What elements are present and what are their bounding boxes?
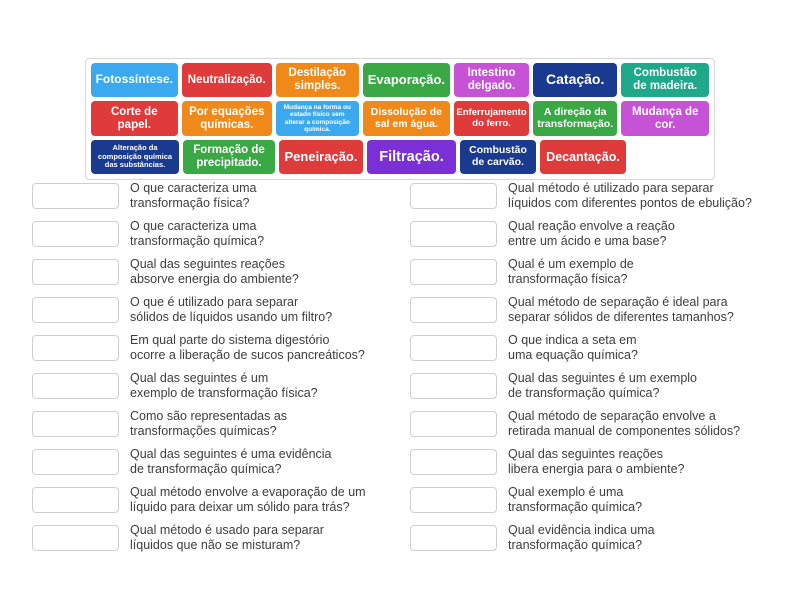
question-text: Como são representadas as transformações químicas?	[130, 409, 288, 438]
question-row	[410, 330, 792, 366]
question-text: O que indica a seta em uma equação química?	[508, 333, 638, 362]
answer-dropzone[interactable]	[32, 449, 119, 475]
answer-tile[interactable]: Dissolução de sal em água.	[363, 101, 451, 136]
answer-tile[interactable]: Alteração da composição química das substâncias.	[91, 140, 179, 174]
answer-tile[interactable]: Decantação.	[540, 140, 626, 174]
answer-tile[interactable]: Enferrujamento do ferro.	[454, 101, 529, 136]
question-text: Qual das seguintes é um exemplo de transformação química?	[508, 371, 697, 400]
answer-dropzone[interactable]	[32, 487, 119, 513]
question-row	[32, 444, 392, 480]
question-text: Qual reação envolve a reação entre um ácido e uma base?	[508, 219, 675, 248]
answer-tile[interactable]: Mudança na forma ou estado físico sem alterar a composição química.	[276, 101, 359, 136]
answer-dropzone[interactable]	[410, 411, 497, 437]
answer-tile-bank	[85, 58, 715, 180]
question-row	[410, 368, 792, 404]
question-row	[32, 178, 392, 214]
answer-tile[interactable]: Peneiração.	[279, 140, 363, 174]
answer-tile[interactable]: Combustão de carvão.	[460, 140, 536, 174]
answer-dropzone[interactable]	[32, 297, 119, 323]
question-text: Qual das seguintes reações absorve energia do ambiente?	[130, 257, 299, 286]
answer-dropzone[interactable]	[32, 373, 119, 399]
answer-dropzone[interactable]	[32, 411, 119, 437]
question-text: Qual das seguintes é um exemplo de transformação física?	[130, 371, 318, 400]
question-text: O que caracteriza uma transformação química?	[130, 219, 265, 248]
question-row	[32, 520, 392, 556]
answer-tile[interactable]: Destilação simples.	[276, 63, 359, 97]
tile-row	[91, 140, 709, 174]
question-row	[410, 216, 792, 252]
question-row	[32, 216, 392, 252]
answer-dropzone[interactable]	[410, 449, 497, 475]
question-columns	[0, 178, 800, 558]
answer-dropzone[interactable]	[410, 259, 497, 285]
answer-dropzone[interactable]	[32, 183, 119, 209]
question-text: Qual é um exemplo de transformação física?	[508, 257, 634, 286]
answer-tile[interactable]: Mudança de cor.	[621, 101, 709, 136]
answer-tile[interactable]: A direção da transformação.	[533, 101, 618, 136]
answer-dropzone[interactable]	[32, 221, 119, 247]
answer-dropzone[interactable]	[410, 525, 497, 551]
question-text: Qual método é utilizado para separar líquidos com diferentes pontos de ebulição?	[508, 181, 752, 210]
question-row	[410, 444, 792, 480]
question-row	[410, 292, 792, 328]
answer-dropzone[interactable]	[32, 335, 119, 361]
question-text: O que é utilizado para separar sólidos de líquidos usando um filtro?	[130, 295, 333, 324]
answer-dropzone[interactable]	[410, 373, 497, 399]
question-row	[410, 178, 792, 214]
answer-dropzone[interactable]	[32, 259, 119, 285]
answer-dropzone[interactable]	[410, 487, 497, 513]
question-column-right	[400, 178, 800, 558]
answer-tile[interactable]: Formação de precipitado.	[183, 140, 275, 174]
question-text: Qual evidência indica uma transformação química?	[508, 523, 655, 552]
question-column-left	[0, 178, 400, 558]
answer-dropzone[interactable]	[410, 183, 497, 209]
question-row	[410, 254, 792, 290]
answer-tile[interactable]: Filtração.	[367, 140, 456, 174]
question-text: Qual método envolve a evaporação de um líquido para deixar um sólido para trás?	[130, 485, 366, 514]
question-text: O que caracteriza uma transformação física?	[130, 181, 257, 210]
answer-tile[interactable]: Combustão de madeira.	[621, 63, 709, 97]
question-row	[32, 330, 392, 366]
answer-tile[interactable]: Evaporação.	[363, 63, 451, 97]
question-row	[32, 406, 392, 442]
question-text: Qual método de separação é ideal para separar sólidos de diferentes tamanhos?	[508, 295, 734, 324]
question-row	[32, 482, 392, 518]
question-row	[32, 368, 392, 404]
answer-tile[interactable]: Por equações químicas.	[182, 101, 272, 136]
tile-row	[91, 101, 709, 136]
answer-tile[interactable]: Corte de papel.	[91, 101, 178, 136]
answer-dropzone[interactable]	[32, 525, 119, 551]
question-text: Qual das seguintes é uma evidência de transformação química?	[130, 447, 332, 476]
answer-dropzone[interactable]	[410, 221, 497, 247]
question-row	[32, 254, 392, 290]
question-text: Em qual parte do sistema digestório ocorre a liberação de sucos pancreáticos?	[130, 333, 365, 362]
answer-dropzone[interactable]	[410, 335, 497, 361]
question-row	[410, 406, 792, 442]
question-row	[410, 482, 792, 518]
question-text: Qual método de separação envolve a retirada manual de componentes sólidos?	[508, 409, 741, 438]
question-text: Qual das seguintes reações libera energia para o ambiente?	[508, 447, 685, 476]
tile-row	[91, 63, 709, 97]
answer-tile[interactable]: Fotossíntese.	[91, 63, 178, 97]
answer-tile[interactable]: Neutralização.	[182, 63, 272, 97]
question-row	[410, 520, 792, 556]
question-row	[32, 292, 392, 328]
question-text: Qual exemplo é uma transformação química?	[508, 485, 643, 514]
answer-tile[interactable]: Catação.	[533, 63, 618, 97]
answer-dropzone[interactable]	[410, 297, 497, 323]
answer-tile[interactable]: Intestino delgado.	[454, 63, 529, 97]
question-text: Qual método é usado para separar líquidos que não se misturam?	[130, 523, 324, 552]
